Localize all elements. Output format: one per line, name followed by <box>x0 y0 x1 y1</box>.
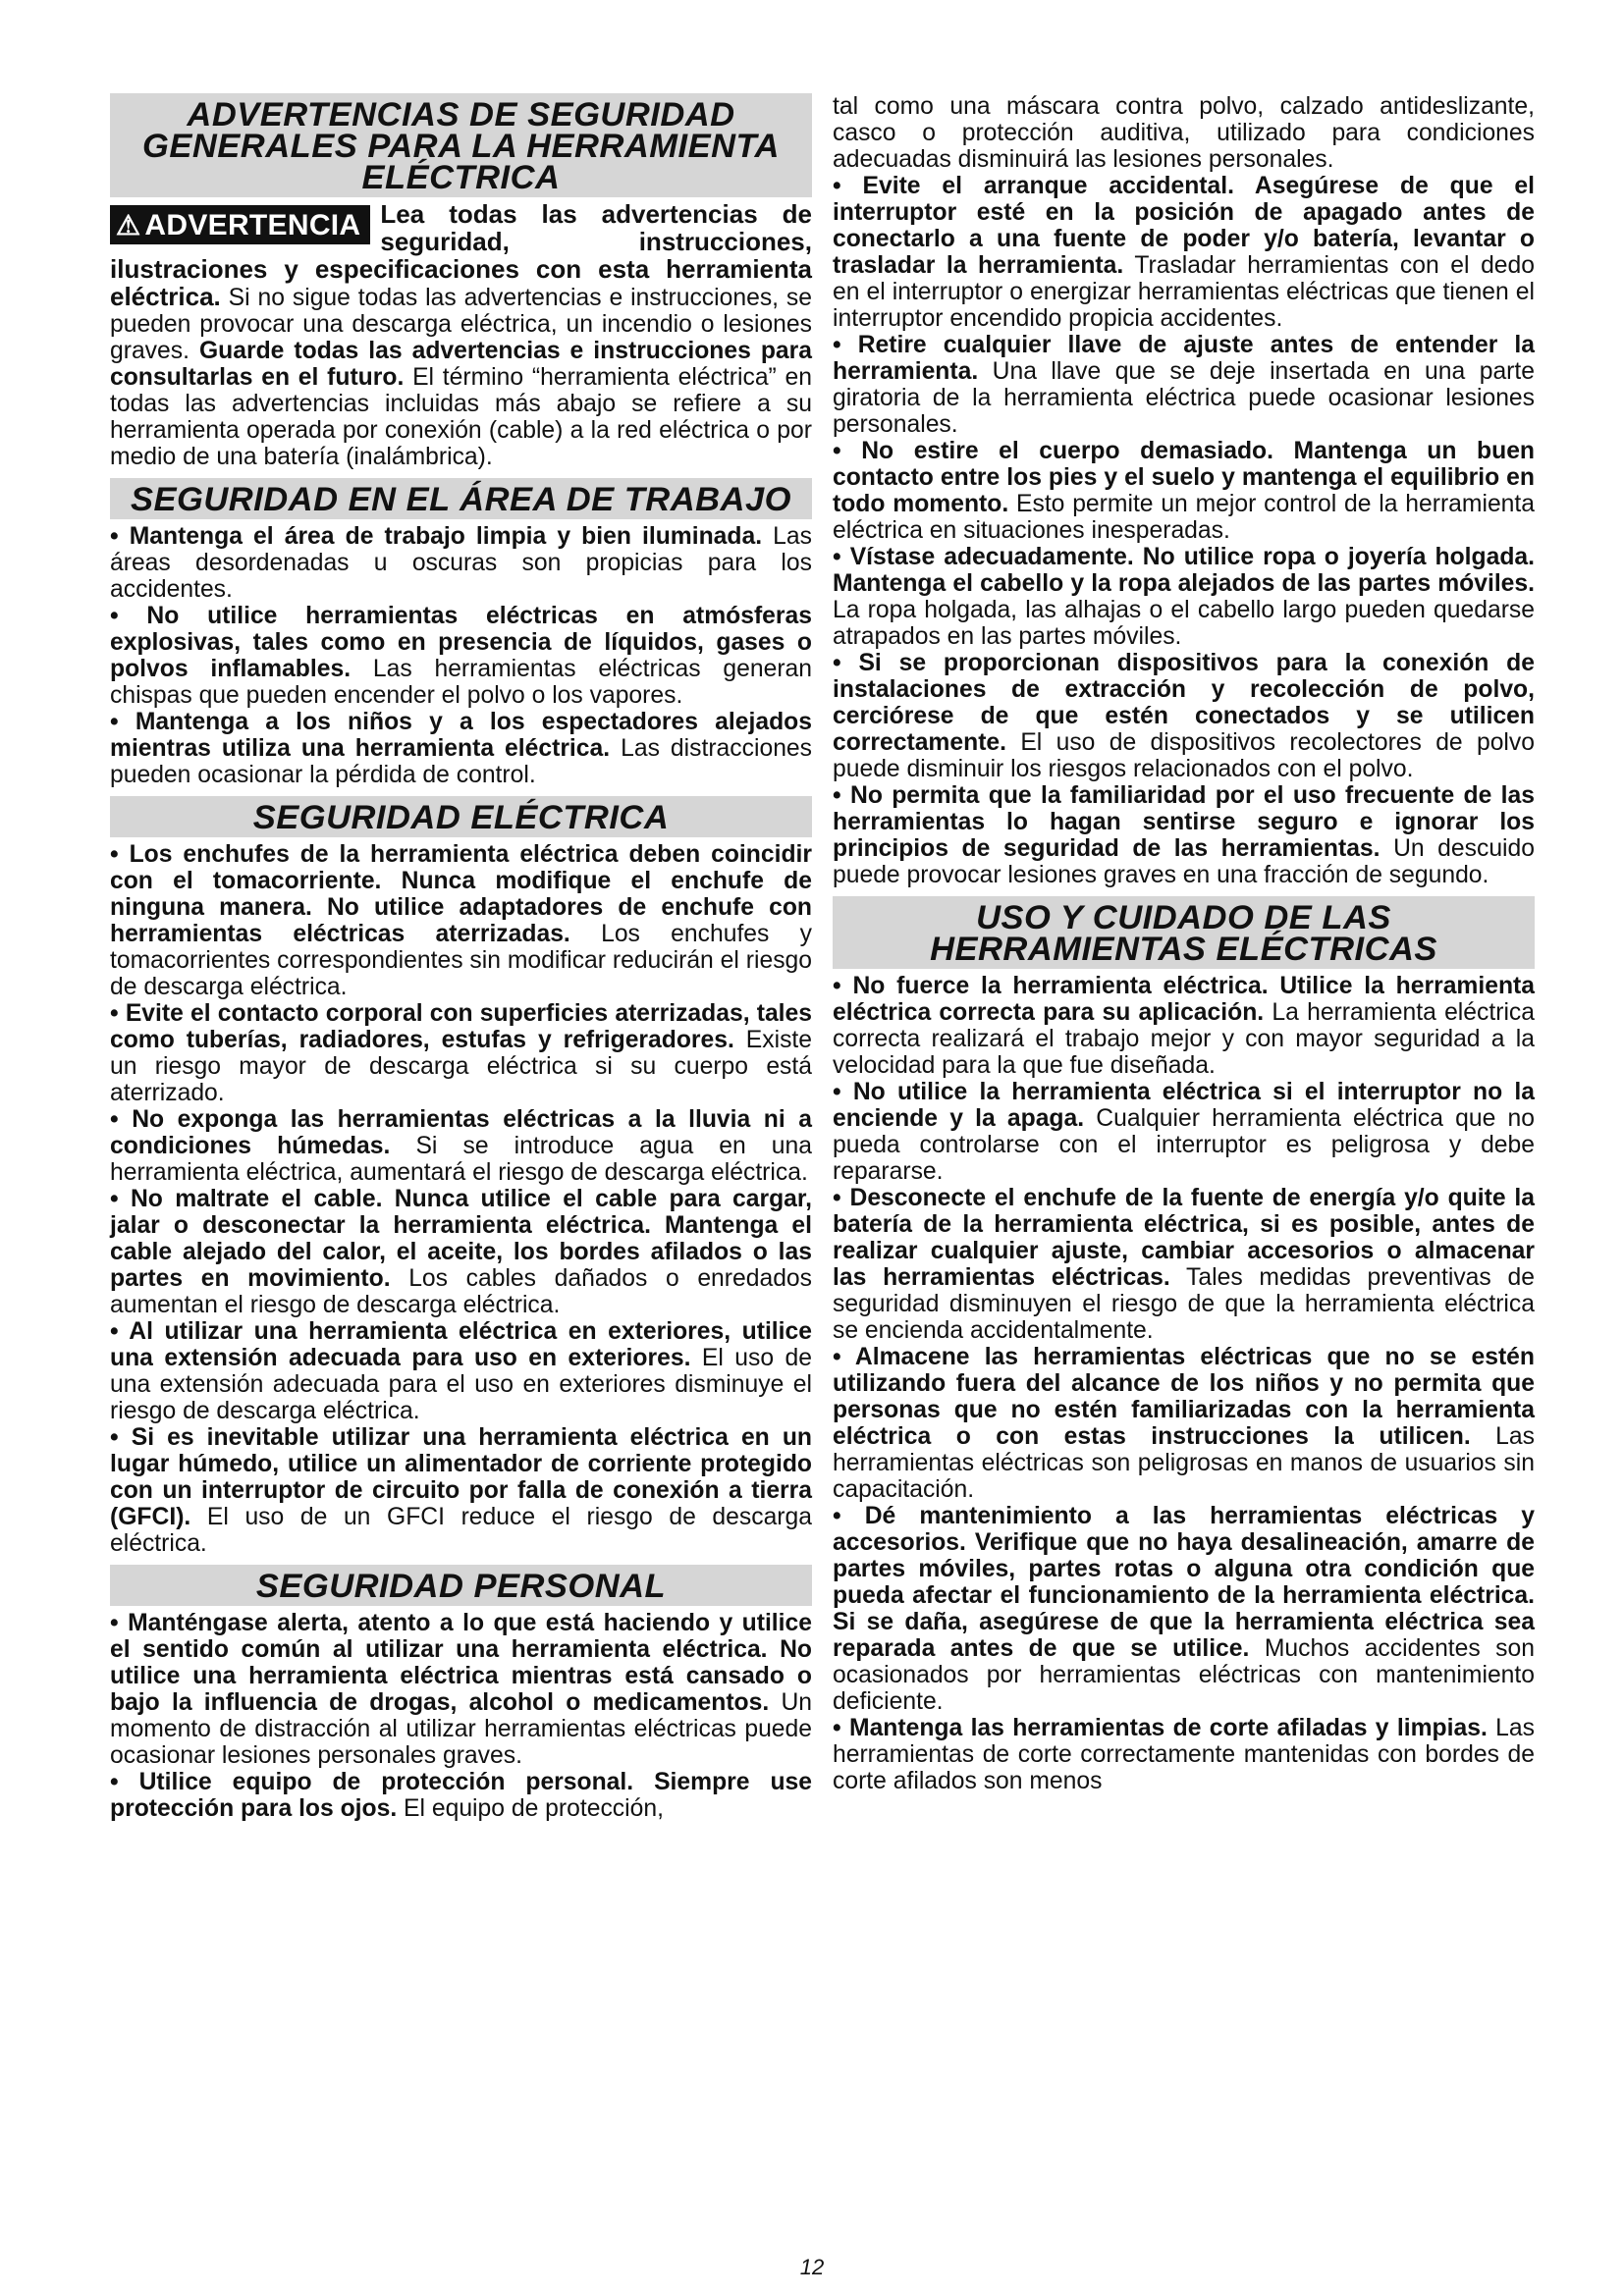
list-item: • Vístase adecuadamente. No utilice ropa o joyería holgada. Mantenga el cabello y la ropa alejados de las partes móviles. La ropa holgada, las alhajas o el cabello largo pueden quedarse atrapados en las partes móviles. <box>833 544 1535 650</box>
warning-lead-text: Si no sigue todas las advertencias e instrucciones, se pueden provocar una descarga eléctrica, un incendio o lesiones graves. <box>110 285 812 364</box>
list-item: • No maltrate el cable. Nunca utilice el cable para cargar, jalar o desconectar la herramienta eléctrica. Mantenga el cable alejado del calor, el aceite, los bordes afilados o las partes en movimiento. Los cables dañados o enredados aumentan el riesgo de descarga eléctrica. <box>110 1186 813 1318</box>
use-care-list <box>833 973 1535 1794</box>
list-item: • No permita que la familiaridad por el uso frecuente de las herramientas lo hagan sentirse seguro e ignorar los principios de seguridad de las herramientas. Un descuido puede provocar lesiones graves en una fracción de segundo. <box>833 782 1536 888</box>
list-item: • Mantenga el área de trabajo limpia y bien iluminada. Las áreas desordenadas u oscuras son propicias para los accidentes. <box>110 523 812 603</box>
general-warning-paragraph <box>110 201 812 470</box>
warning-triangle-icon: ⚠ <box>116 210 141 240</box>
personal-continuation: tal como una máscara contra polvo, calzado antideslizante, casco o protección auditiva, utilizado para condiciones adecuadas disminuirá las lesiones personales. <box>833 93 1535 173</box>
list-item: • Desconecte el enchufe de la fuente de energía y/o quite la batería de la herramienta eléctrica, si es posible, antes de realizar cualquier ajuste, cambiar accesorios o almacenar las herramientas eléctricas. Tales medidas preventivas de seguridad disminuyen el riesgo de que la herramienta eléctrica se encienda accidentalmente. <box>833 1185 1535 1344</box>
list-item: • Los enchufes de la herramienta eléctrica deben coincidir con el tomacorriente. Nunca modifique el enchufe de ninguna manera. No utilice adaptadores de enchufe con herramientas eléctricas aterrizadas. Los enchufes y tomacorrientes correspondientes sin modificar reducirán el riesgo de descarga eléctrica. <box>110 841 813 1000</box>
list-item: • No utilice herramientas eléctricas en atmósferas explosivas, tales como en presencia de líquidos, gases o polvos inflamables. Las herramientas eléctricas generan chispas que pueden encender el polvo o los vapores. <box>110 603 813 709</box>
page-number: 12 <box>799 2255 825 2279</box>
warning-badge <box>110 205 370 244</box>
left-column <box>110 93 812 1822</box>
list-item: • Si es inevitable utilizar una herramienta eléctrica en un lugar húmedo, utilice un alimentador de corriente protegido con un interruptor de circuito por falla de conexión a tierra (GFCI). El uso de un GFCI reduce el riesgo de descarga eléctrica. <box>110 1424 812 1557</box>
list-item: • Dé mantenimiento a las herramientas eléctricas y accesorios. Verifique que no haya desalineación, amarre de partes móviles, partes rotas o alguna otra condición que pueda afectar el funcionamiento de la herramienta eléctrica. Si se daña, asegúrese de que la herramienta eléctrica sea reparada antes de que se utilice. Muchos accidentes son ocasionados por herramientas eléctricas con mantenimiento deficiente. <box>833 1503 1535 1715</box>
list-item: • Evite el arranque accidental. Asegúrese de que el interruptor esté en la posición de apagado antes de conectarlo a una fuente de poder y/o batería, levantar o trasladar la herramienta. Trasladar herramientas con el dedo en el interruptor o energizar herramientas eléctricas que tienen el interruptor encendido propicia accidentes. <box>833 173 1535 332</box>
list-item: • No exponga las herramientas eléctricas a la lluvia ni a condiciones húmedas. Si se introduce agua en una herramienta eléctrica, aumentará el riesgo de descarga eléctrica. <box>110 1106 812 1186</box>
personal-list <box>110 1610 812 1822</box>
list-item: • Mantenga las herramientas de corte afiladas y limpias. Las herramientas de corte correctamente mantenidas con bordes de corte afilados son menos <box>833 1715 1535 1794</box>
work-area-list <box>110 523 812 788</box>
list-item: • No estire el cuerpo demasiado. Mantenga un buen contacto entre los pies y el suelo y mantenga el equilibrio en todo momento. Esto permite un mejor control de la herramienta eléctrica en situaciones inesperadas. <box>833 438 1535 544</box>
right-column <box>833 93 1535 1794</box>
warning-save-text: El término “herramienta eléctrica” en todas las advertencias incluidas más abajo se refiere a su herramienta operada por conexión (cable) a la red eléctrica o por medio de una batería (inalámbrica). <box>110 364 812 470</box>
list-item: • Si se proporcionan dispositivos para la conexión de instalaciones de extracción y recolección de polvo, cerciórese de que estén conectados y se utilicen correctamente. El uso de dispositivos recolectores de polvo puede disminuir los riesgos relacionados con el polvo. <box>833 650 1535 782</box>
section-title-general: ADVERTENCIAS DE SEGURIDAD GENERALES PARA LA HERRAMIENTA ELÉCTRICA <box>110 93 812 197</box>
section-title-work-area: SEGURIDAD EN EL ÁREA DE TRABAJO <box>110 478 812 519</box>
electrical-list <box>110 841 812 1557</box>
list-item: • Utilice equipo de protección personal. Siempre use protección para los ojos. El equipo de protección, <box>110 1769 812 1822</box>
list-item: • Mantenga a los niños y a los espectadores alejados mientras utiliza una herramienta eléctrica. Las distracciones pueden ocasionar la pérdida de control. <box>110 709 812 788</box>
section-title-electrical: SEGURIDAD ELÉCTRICA <box>110 796 812 837</box>
list-item: • No fuerce la herramienta eléctrica. Utilice la herramienta eléctrica correcta para su aplicación. La herramienta eléctrica correcta realizará el trabajo mejor y con mayor seguridad a la velocidad para la que fue diseñada. <box>833 973 1535 1079</box>
section-title-use-care: USO Y CUIDADO DE LAS HERRAMIENTAS ELÉCTRICAS <box>833 896 1535 969</box>
warning-save-bold: Guarde todas las advertencias e instrucciones para consultarlas en el futuro. <box>110 338 812 391</box>
list-item: • Evite el contacto corporal con superficies aterrizadas, tales como tuberías, radiadores, estufas y refrigeradores. Existe un riesgo mayor de descarga eléctrica si su cuerpo está aterrizado. <box>110 1000 813 1106</box>
list-item: • Retire cualquier llave de ajuste antes de entender la herramienta. Una llave que se deje insertada en una parte giratoria de la herramienta eléctrica puede ocasionar lesiones personales. <box>833 332 1535 438</box>
warning-badge-label: ADVERTENCIA <box>144 209 361 241</box>
personal-list-continued <box>833 173 1535 888</box>
list-item: • No utilice la herramienta eléctrica si el interruptor no la enciende y la apaga. Cualquier herramienta eléctrica que no pueda controlarse con el interruptor es peligrosa y debe repararse. <box>833 1079 1536 1185</box>
warning-lead: Lea todas las advertencias de seguridad, instrucciones, ilustraciones y especificaciones con esta herramienta eléctrica. <box>110 199 812 311</box>
section-title-personal: SEGURIDAD PERSONAL <box>110 1565 812 1606</box>
list-item: • Al utilizar una herramienta eléctrica en exteriores, utilice una extensión adecuada para uso en exteriores. El uso de una extensión adecuada para el uso en exteriores disminuye el riesgo de descarga eléctrica. <box>110 1318 812 1424</box>
list-item: • Manténgase alerta, atento a lo que está haciendo y utilice el sentido común al utilizar una herramienta eléctrica. No utilice una herramienta eléctrica mientras está cansado o bajo la influencia de drogas, alcohol o medicamentos. Un momento de distracción al utilizar herramientas eléctricas puede ocasionar lesiones personales graves. <box>110 1610 812 1769</box>
list-item: • Almacene las herramientas eléctricas que no se estén utilizando fuera del alcance de los niños y no permita que personas que no estén familiarizadas con la herramienta eléctrica o con estas instrucciones la utilicen. Las herramientas eléctricas son peligrosas en manos de usuarios sin capacitación. <box>833 1344 1535 1503</box>
